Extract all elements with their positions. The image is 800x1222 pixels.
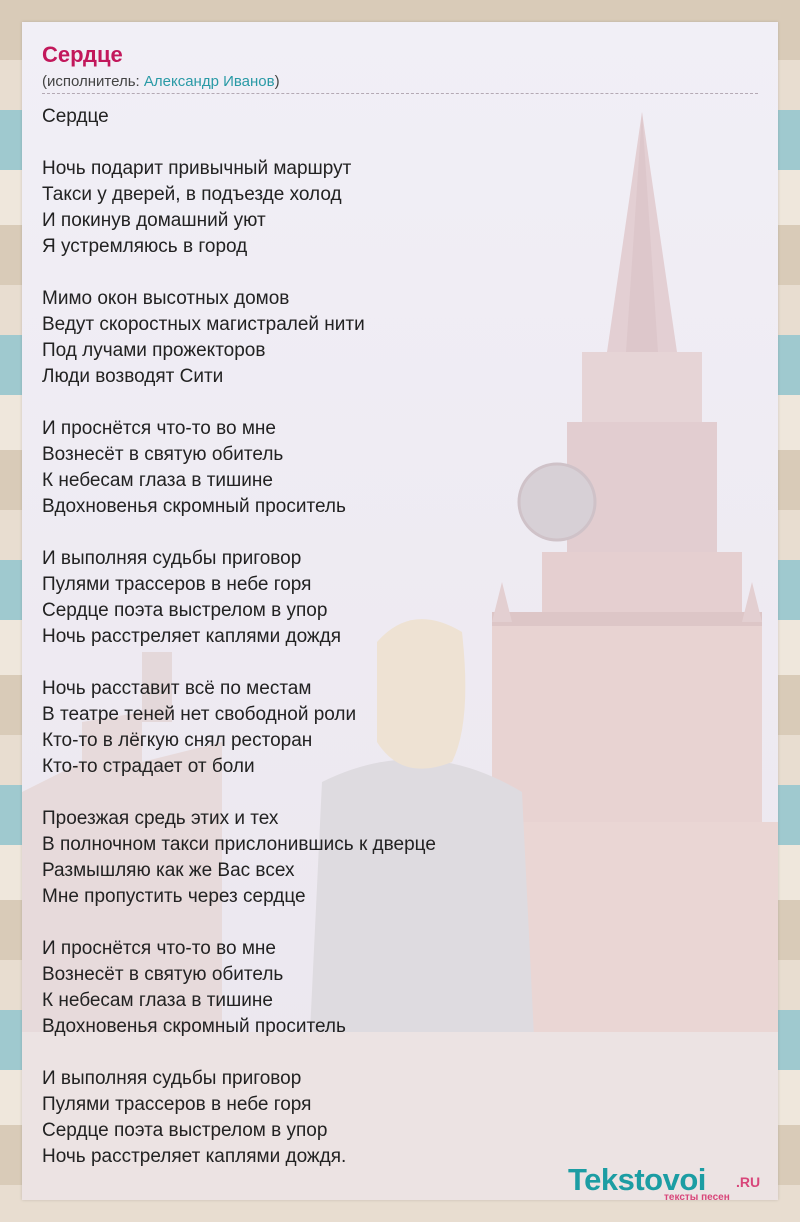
lyrics-stanza xyxy=(42,546,758,650)
logo-name: Tekstovoi xyxy=(568,1162,706,1197)
lyrics-line: Размышляю как же Вас всех xyxy=(42,860,295,881)
logo-tagline: тексты песен xyxy=(664,1192,730,1200)
title-divider xyxy=(42,93,758,94)
lyrics-line: Кто-то страдает от боли xyxy=(42,756,255,777)
lyrics-stanza xyxy=(42,936,758,1040)
lyrics-stanza xyxy=(42,416,758,520)
performer-line xyxy=(42,73,280,90)
lyrics-line: Под лучами прожекторов xyxy=(42,340,266,361)
lyrics-line: Я устремляюсь в город xyxy=(42,236,248,257)
lyrics-line: И проснётся что-то во мне xyxy=(42,938,276,959)
song-title: Сердце xyxy=(42,42,123,67)
lyrics-stanza xyxy=(42,104,758,130)
lyrics-line: Мне пропустить через сердце xyxy=(42,886,306,907)
lyrics-line: И покинув домашний уют xyxy=(42,210,266,231)
lyrics-line: Вознесёт в святую обитель xyxy=(42,964,284,985)
lyrics-line: Сердце xyxy=(42,106,109,127)
lyrics-line: В театре теней нет свободной роли xyxy=(42,704,357,725)
lyrics-card xyxy=(22,22,778,1200)
lyrics-line: К небесам глаза в тишине xyxy=(42,990,273,1011)
lyrics-line: Проезжая средь этих и тех xyxy=(42,808,279,829)
lyrics-line: И проснётся что-то во мне xyxy=(42,418,276,439)
lyrics-line: Такси у дверей, в подъезде холод xyxy=(42,184,342,205)
logo-tld: .RU xyxy=(736,1174,761,1190)
lyrics-line: Ночь расстреляет каплями дождя. xyxy=(42,1146,347,1167)
lyrics-line: Мимо окон высотных домов xyxy=(42,288,290,309)
performer-suffix: ) xyxy=(274,73,280,90)
lyrics-line: Ночь расставит всё по местам xyxy=(42,678,312,699)
performer-prefix: (исполнитель: xyxy=(42,73,144,90)
lyrics-line: Сердце поэта выстрелом в упор xyxy=(42,600,328,621)
lyrics-line: Пулями трассеров в небе горя xyxy=(42,574,312,595)
lyrics-text xyxy=(42,104,758,1170)
lyrics-line: Вознесёт в святую обитель xyxy=(42,444,284,465)
performer-link[interactable]: Александр Иванов xyxy=(143,73,275,90)
lyrics-line: Вдохновенья скромный проситель xyxy=(42,1016,346,1037)
lyrics-line: И выполняя судьбы приговор xyxy=(42,548,302,569)
content xyxy=(22,22,778,1200)
lyrics-line: Сердце поэта выстрелом в упор xyxy=(42,1120,328,1141)
lyrics-stanza xyxy=(42,156,758,260)
lyrics-line: В полночном такси прислонившись к дверце xyxy=(42,834,436,855)
lyrics-stanza xyxy=(42,1066,758,1170)
lyrics-line: К небесам глаза в тишине xyxy=(42,470,273,491)
lyrics-line: Ведут скоростных магистралей нити xyxy=(42,314,365,335)
lyrics-line: Вдохновенья скромный проситель xyxy=(42,496,346,517)
lyrics-stanza xyxy=(42,286,758,390)
lyrics-line: Ночь расстреляет каплями дождя xyxy=(42,626,342,647)
lyrics-stanza xyxy=(42,806,758,910)
lyrics-line: Пулями трассеров в небе горя xyxy=(42,1094,312,1115)
site-logo[interactable] xyxy=(568,1162,778,1200)
lyrics-line: Люди возводят Сити xyxy=(42,366,224,387)
lyrics-line: Ночь подарит привычный маршрут xyxy=(42,158,352,179)
lyrics-line: Кто-то в лёгкую снял ресторан xyxy=(42,730,313,751)
lyrics-line: И выполняя судьбы приговор xyxy=(42,1068,302,1089)
lyrics-stanza xyxy=(42,676,758,780)
